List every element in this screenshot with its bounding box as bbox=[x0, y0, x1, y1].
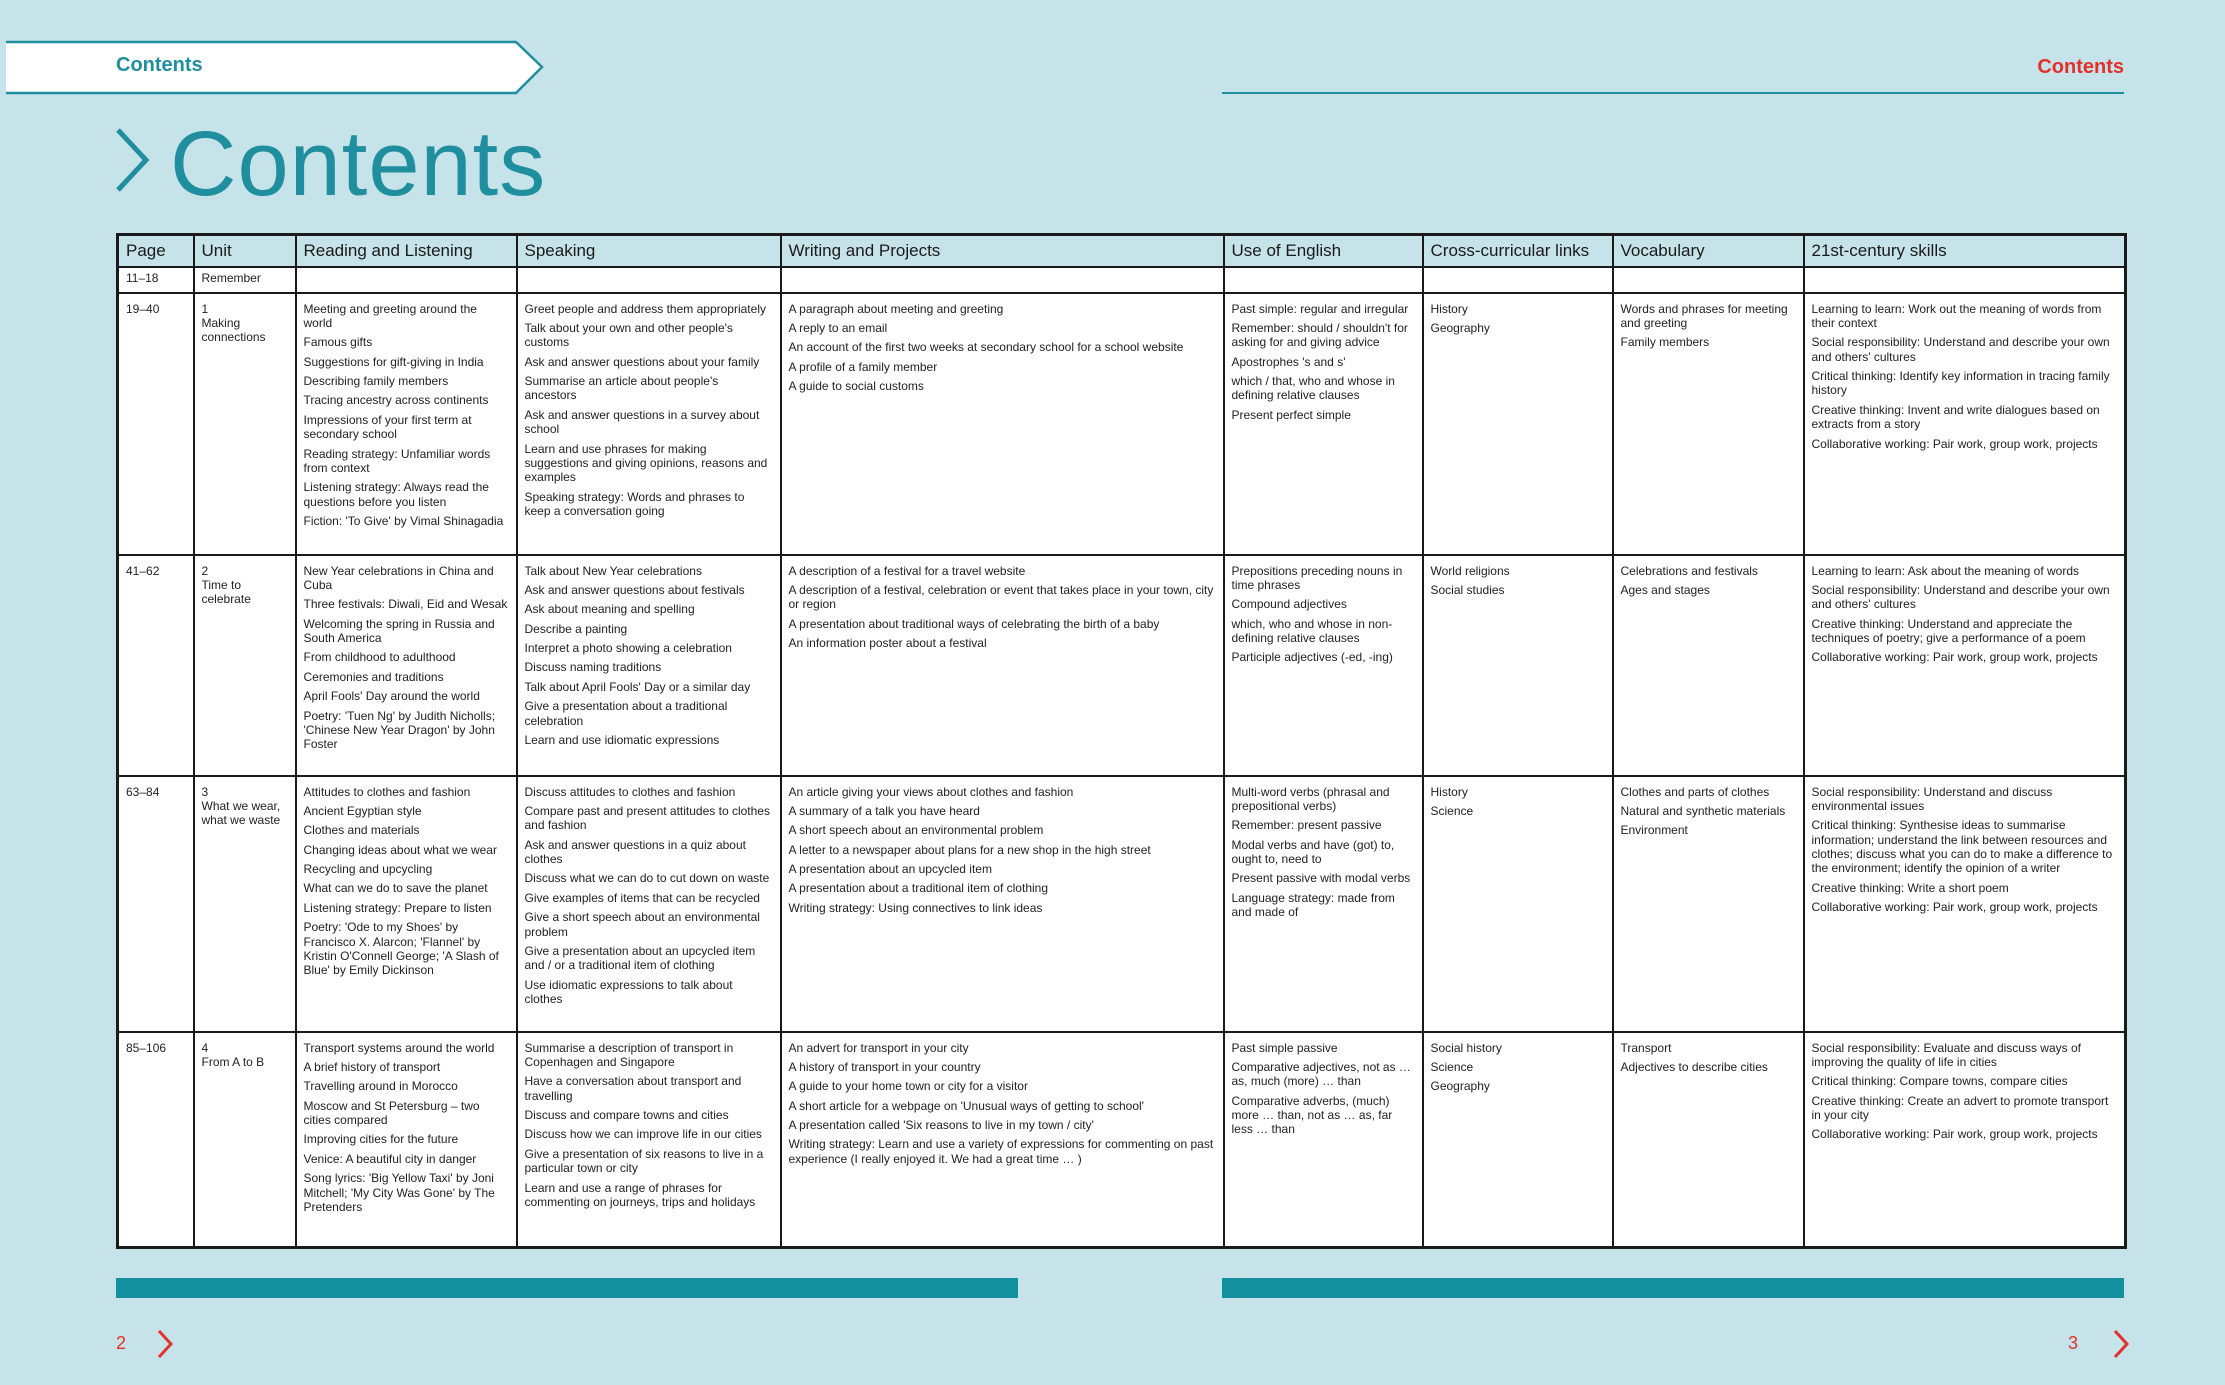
cell-speaking bbox=[517, 776, 781, 1032]
right-header-label: Contents bbox=[2037, 56, 2124, 78]
cell-cross bbox=[1423, 293, 1613, 555]
english-item: Compound adjectives bbox=[1231, 597, 1347, 612]
cell-writing bbox=[781, 555, 1224, 776]
english-item: Comparative adjectives, not as … as, much (more) … than bbox=[1231, 1059, 1411, 1089]
writing-item: An advert for transport in your city bbox=[788, 1040, 969, 1055]
speaking-item: Summarise a description of transport in Copenhagen and Singapore bbox=[524, 1040, 734, 1069]
cell-vocab bbox=[1613, 776, 1804, 1032]
writing-item: A reply to an email bbox=[788, 320, 888, 335]
reading-item: Tracing ancestry across continents bbox=[303, 393, 489, 408]
reading-item: Attitudes to clothes and fashion bbox=[303, 784, 471, 799]
cell-english bbox=[1224, 293, 1423, 555]
english-item: Remember: should / shouldn't for asking for and giving advice bbox=[1231, 320, 1408, 350]
reading-item: Ancient Egyptian style bbox=[303, 803, 422, 818]
english-item: Past simple: regular and irregular bbox=[1231, 301, 1409, 316]
skills-item: Critical thinking: Compare towns, compare cities bbox=[1811, 1074, 2068, 1089]
cell-reading bbox=[296, 1032, 517, 1248]
remember-row bbox=[118, 267, 2126, 293]
cell-unit: 4 From A to B bbox=[194, 1032, 296, 1248]
cell-speaking bbox=[517, 1032, 781, 1248]
cell-reading bbox=[296, 555, 517, 776]
reading-item: Recycling and upcycling bbox=[303, 862, 433, 877]
writing-item: A letter to a newspaper about plans for a new shop in the high street bbox=[788, 842, 1151, 857]
writing-item: An article giving your views about clothes and fashion bbox=[788, 784, 1074, 799]
reading-item: Famous gifts bbox=[303, 335, 373, 350]
vocab-item: Ages and stages bbox=[1620, 582, 1710, 597]
speaking-item: Learn and use idiomatic expressions bbox=[524, 733, 720, 748]
cross-item: Social studies bbox=[1430, 582, 1505, 597]
speaking-item: Describe a painting bbox=[524, 621, 628, 636]
footer-bar-left bbox=[116, 1278, 1018, 1298]
reading-item: Clothes and materials bbox=[303, 823, 420, 838]
reading-item: New Year celebrations in China and Cuba bbox=[303, 563, 494, 592]
skills-item: Learning to learn: Work out the meaning of words from their context bbox=[1811, 301, 2102, 330]
reading-item: Travelling around in Morocco bbox=[303, 1079, 458, 1094]
writing-item: A guide to social customs bbox=[788, 379, 924, 394]
reading-item: Moscow and St Petersburg – two cities compared bbox=[303, 1098, 480, 1128]
table-header-row bbox=[118, 235, 2126, 267]
contents-table bbox=[116, 233, 2127, 1249]
speaking-item: Talk about New Year celebrations bbox=[524, 563, 702, 578]
writing-item: An information poster about a festival bbox=[788, 636, 987, 651]
english-item: Present passive with modal verbs bbox=[1231, 871, 1411, 886]
english-item: Present perfect simple bbox=[1231, 407, 1351, 422]
reading-item: A brief history of transport bbox=[303, 1059, 441, 1074]
speaking-item: Talk about your own and other people's customs bbox=[524, 320, 733, 350]
speaking-item: Use idiomatic expressions to talk about clothes bbox=[524, 977, 733, 1007]
speaking-item: Give a presentation about an upcycled item and / or a traditional item of clothing bbox=[524, 944, 756, 973]
section-tab-label: Contents bbox=[116, 54, 203, 76]
cell-page: 19–40 bbox=[118, 293, 194, 555]
cell-page: 41–62 bbox=[118, 555, 194, 776]
chevron-right-icon bbox=[156, 1329, 174, 1359]
reading-item: From childhood to adulthood bbox=[303, 650, 456, 665]
skills-item: Creative thinking: Create an advert to promote transport in your city bbox=[1811, 1093, 2109, 1123]
speaking-item: Greet people and address them appropriately bbox=[524, 301, 766, 316]
column-header-writing: Writing and Projects bbox=[781, 235, 1224, 267]
cell-writing bbox=[781, 293, 1224, 555]
cross-item: Science bbox=[1430, 1059, 1474, 1074]
vocab-item: Celebrations and festivals bbox=[1620, 563, 1758, 578]
speaking-item: Summarise an article about people's ancestors bbox=[524, 374, 719, 403]
writing-item: A short speech about an environmental problem bbox=[788, 823, 1044, 838]
vocab-item: Environment bbox=[1620, 823, 1688, 838]
english-item: Comparative adverbs, (much) more … than, not as … as, far less … than bbox=[1231, 1093, 1393, 1137]
reading-item: April Fools' Day around the world bbox=[303, 689, 480, 704]
skills-item: Social responsibility: Understand and discuss environmental issues bbox=[1811, 784, 2053, 813]
cell-page: 85–106 bbox=[118, 1032, 194, 1248]
cell-cross bbox=[1423, 555, 1613, 776]
vocab-item: Clothes and parts of clothes bbox=[1620, 784, 1770, 799]
speaking-item: Give a presentation of six reasons to live in a particular town or city bbox=[524, 1146, 764, 1176]
reading-item: What can we do to save the planet bbox=[303, 881, 488, 896]
cell-vocab bbox=[1613, 293, 1804, 555]
skills-item: Collaborative working: Pair work, group work, projects bbox=[1811, 650, 2098, 665]
right-header bbox=[1222, 52, 2124, 94]
english-item: Apostrophes 's and s' bbox=[1231, 354, 1346, 369]
cell-reading bbox=[296, 293, 517, 555]
tab-arrow-shape bbox=[6, 40, 546, 95]
speaking-item: Ask and answer questions about your family bbox=[524, 354, 760, 369]
skills-item: Creative thinking: Invent and write dialogues based on extracts from a story bbox=[1811, 402, 2100, 432]
table-row bbox=[118, 776, 2126, 1032]
title-chevron-icon bbox=[114, 128, 150, 192]
column-header-reading: Reading and Listening bbox=[296, 235, 517, 267]
cell-unit: 1 Making connections bbox=[194, 293, 296, 555]
reading-item: Three festivals: Diwali, Eid and Wesak bbox=[303, 597, 508, 612]
cell-vocab bbox=[1613, 555, 1804, 776]
writing-item: A presentation about an upcycled item bbox=[788, 862, 992, 877]
cross-item: World religions bbox=[1430, 563, 1510, 578]
chevron-right-icon bbox=[2112, 1329, 2130, 1359]
footer-bar-right bbox=[1222, 1278, 2124, 1298]
reading-item: Describing family members bbox=[303, 374, 449, 389]
skills-item: Collaborative working: Pair work, group work, projects bbox=[1811, 900, 2098, 915]
reading-item: Venice: A beautiful city in danger bbox=[303, 1151, 477, 1166]
speaking-item: Give examples of items that can be recycled bbox=[524, 890, 760, 905]
speaking-item: Ask and answer questions about festivals bbox=[524, 582, 745, 597]
vocab-item: Transport bbox=[1620, 1040, 1672, 1055]
cell-english bbox=[1224, 555, 1423, 776]
skills-item: Social responsibility: Understand and describe your own and others' cultures bbox=[1811, 335, 2110, 364]
column-header-speaking: Speaking bbox=[517, 235, 781, 267]
cell-cross bbox=[1423, 776, 1613, 1032]
cell-skills bbox=[1804, 1032, 2126, 1248]
writing-item: A presentation called 'Six reasons to live in my town / city' bbox=[788, 1118, 1094, 1133]
page-number-left: 2 bbox=[116, 1333, 127, 1353]
cell-unit: 3 What we wear, what we waste bbox=[194, 776, 296, 1032]
page-title: Contents bbox=[170, 113, 547, 215]
writing-item: A paragraph about meeting and greeting bbox=[788, 301, 1004, 316]
reading-item: Reading strategy: Unfamiliar words from context bbox=[303, 446, 491, 476]
skills-item: Collaborative working: Pair work, group work, projects bbox=[1811, 436, 2098, 451]
cell-writing bbox=[781, 1032, 1224, 1248]
vocab-item: Family members bbox=[1620, 335, 1710, 350]
speaking-item: Ask and answer questions in a quiz about clothes bbox=[524, 837, 746, 867]
reading-item: Poetry: 'Ode to my Shoes' by Francisco X. Alarcon; 'Flannel' by Kristin O'Connell George; 'A Slash of Blue' by Emily Dickinson bbox=[303, 920, 499, 978]
english-item: which, who and whose in non-defining relative clauses bbox=[1231, 616, 1393, 646]
english-item: Language strategy: made from and made of bbox=[1231, 890, 1395, 920]
skills-item: Social responsibility: Evaluate and discuss ways of improving the quality of life in cities bbox=[1811, 1040, 2081, 1069]
skills-item: Creative thinking: Write a short poem bbox=[1811, 880, 2009, 895]
cross-item: History bbox=[1430, 301, 1468, 316]
english-item: Prepositions preceding nouns in time phrases bbox=[1231, 563, 1403, 592]
skills-item: Critical thinking: Identify key information in tracing family history bbox=[1811, 369, 2110, 398]
writing-item: Writing strategy: Using connectives to link ideas bbox=[788, 900, 1043, 915]
writing-item: An account of the first two weeks at secondary school for a school website bbox=[788, 340, 1184, 355]
column-header-english: Use of English bbox=[1224, 235, 1423, 267]
writing-item: A description of a festival, celebration or event that takes place in your town, city or region bbox=[788, 582, 1214, 612]
column-header-vocab: Vocabulary bbox=[1613, 235, 1804, 267]
english-item: Multi-word verbs (phrasal and prepositional verbs) bbox=[1231, 784, 1390, 813]
speaking-item: Speaking strategy: Words and phrases to keep a conversation going bbox=[524, 489, 745, 519]
reading-item: Welcoming the spring in Russia and South America bbox=[303, 616, 495, 646]
speaking-item: Learn and use a range of phrases for commenting on journeys, trips and holidays bbox=[524, 1180, 756, 1210]
reading-item: Suggestions for gift-giving in India bbox=[303, 354, 484, 369]
writing-item: A guide to your home town or city for a visitor bbox=[788, 1079, 1028, 1094]
speaking-item: Give a presentation about a traditional celebration bbox=[524, 699, 728, 728]
cell-skills bbox=[1804, 293, 2126, 555]
page-number-right: 3 bbox=[2068, 1333, 2079, 1353]
skills-item: Creative thinking: Understand and appreciate the techniques of poetry; give a performance of a poem bbox=[1811, 616, 2086, 646]
skills-item: Social responsibility: Understand and describe your own and others' cultures bbox=[1811, 582, 2110, 612]
reading-item: Impressions of your first term at secondary school bbox=[303, 412, 472, 442]
cell-english bbox=[1224, 1032, 1423, 1248]
speaking-item: Ask and answer questions in a survey about school bbox=[524, 407, 760, 437]
writing-item: A summary of a talk you have heard bbox=[788, 803, 980, 818]
reading-item: Ceremonies and traditions bbox=[303, 669, 444, 684]
table-row bbox=[118, 555, 2126, 776]
reading-item: Fiction: 'To Give' by Vimal Shinagadia bbox=[303, 514, 504, 529]
reading-item: Transport systems around the world bbox=[303, 1040, 495, 1055]
english-item: Remember: present passive bbox=[1231, 818, 1382, 833]
reading-item: Improving cities for the future bbox=[303, 1132, 459, 1147]
column-header-page: Page bbox=[118, 235, 194, 267]
speaking-item: Have a conversation about transport and travelling bbox=[524, 1074, 742, 1103]
english-item: Past simple passive bbox=[1231, 1040, 1338, 1055]
column-header-skills: 21st-century skills bbox=[1804, 235, 2126, 267]
writing-item: A presentation about a traditional item of clothing bbox=[788, 881, 1048, 896]
reading-item: Listening strategy: Prepare to listen bbox=[303, 900, 492, 915]
cross-item: Social history bbox=[1430, 1040, 1502, 1055]
cell-speaking bbox=[517, 555, 781, 776]
remember-unit: Remember bbox=[194, 267, 296, 293]
speaking-item: Interpret a photo showing a celebration bbox=[524, 641, 732, 656]
speaking-item: Discuss how we can improve life in our cities bbox=[524, 1127, 762, 1142]
cell-page: 63–84 bbox=[118, 776, 194, 1032]
writing-item: Writing strategy: Learn and use a variety of expressions for commenting on past experience (I really enjoyed it. We had a great time … ) bbox=[788, 1137, 1214, 1166]
speaking-item: Give a short speech about an environmental problem bbox=[524, 910, 760, 939]
english-item: Modal verbs and have (got) to, ought to, need to bbox=[1231, 837, 1395, 867]
reading-item: Changing ideas about what we wear bbox=[303, 842, 497, 857]
cross-item: Geography bbox=[1430, 1079, 1490, 1094]
cross-item: Geography bbox=[1430, 320, 1490, 335]
cell-vocab bbox=[1613, 1032, 1804, 1248]
section-tab bbox=[6, 40, 546, 95]
speaking-item: Talk about April Fools' Day or a similar day bbox=[524, 679, 751, 694]
speaking-item: Learn and use phrases for making suggestions and giving opinions, reasons and examples bbox=[524, 441, 768, 485]
speaking-item: Discuss and compare towns and cities bbox=[524, 1108, 729, 1123]
cell-skills bbox=[1804, 555, 2126, 776]
writing-item: A description of a festival for a travel website bbox=[788, 563, 1026, 578]
table-row bbox=[118, 1032, 2126, 1248]
vocab-item: Words and phrases for meeting and greeting bbox=[1620, 301, 1788, 330]
vocab-item: Natural and synthetic materials bbox=[1620, 803, 1786, 818]
cell-english bbox=[1224, 776, 1423, 1032]
cell-reading bbox=[296, 776, 517, 1032]
speaking-item: Ask about meaning and spelling bbox=[524, 602, 695, 617]
speaking-item: Discuss what we can do to cut down on waste bbox=[524, 871, 770, 886]
reading-item: Song lyrics: 'Big Yellow Taxi' by Joni Mitchell; 'My City Was Gone' by The Pretenders bbox=[303, 1171, 495, 1215]
english-item: Participle adjectives (-ed, -ing) bbox=[1231, 650, 1393, 665]
speaking-item: Discuss naming traditions bbox=[524, 660, 662, 675]
cell-skills bbox=[1804, 776, 2126, 1032]
writing-item: A history of transport in your country bbox=[788, 1059, 981, 1074]
cell-speaking bbox=[517, 293, 781, 555]
speaking-item: Discuss attitudes to clothes and fashion bbox=[524, 784, 736, 799]
skills-item: Learning to learn: Ask about the meaning of words bbox=[1811, 563, 2080, 578]
skills-item: Collaborative working: Pair work, group work, projects bbox=[1811, 1127, 2098, 1142]
reading-item: Meeting and greeting around the world bbox=[303, 301, 477, 330]
column-header-cross: Cross-curricular links bbox=[1423, 235, 1613, 267]
speaking-item: Compare past and present attitudes to clothes and fashion bbox=[524, 803, 770, 833]
english-item: which / that, who and whose in defining relative clauses bbox=[1231, 374, 1395, 403]
reading-item: Listening strategy: Always read the questions before you listen bbox=[303, 480, 489, 509]
writing-item: A profile of a family member bbox=[788, 359, 938, 374]
skills-item: Critical thinking: Synthesise ideas to summarise information; understand the link between resources and clothes; discuss what you can do to make a difference to the environment; identify the opinion of a writer bbox=[1811, 818, 2113, 876]
reading-item: Poetry: 'Tuen Ng' by Judith Nicholls; 'Chinese New Year Dragon' by John Foster bbox=[303, 708, 496, 752]
cell-unit: 2 Time to celebrate bbox=[194, 555, 296, 776]
column-header-unit: Unit bbox=[194, 235, 296, 267]
table-row bbox=[118, 293, 2126, 555]
vocab-item: Adjectives to describe cities bbox=[1620, 1059, 1768, 1074]
remember-page: 11–18 bbox=[118, 267, 194, 293]
cell-cross bbox=[1423, 1032, 1613, 1248]
writing-item: A presentation about traditional ways of celebrating the birth of a baby bbox=[788, 616, 1160, 631]
writing-item: A short article for a webpage on 'Unusual ways of getting to school' bbox=[788, 1098, 1144, 1113]
cell-writing bbox=[781, 776, 1224, 1032]
cross-item: History bbox=[1430, 784, 1468, 799]
cross-item: Science bbox=[1430, 803, 1474, 818]
